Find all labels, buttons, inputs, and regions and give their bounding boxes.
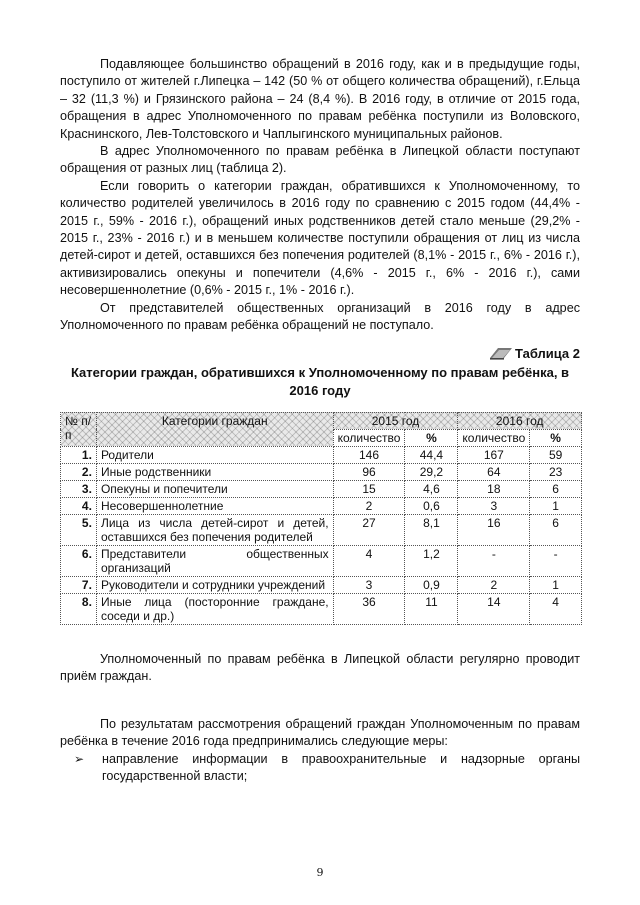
header-2015: 2015 год <box>333 412 458 429</box>
row-pct-2015: 11 <box>405 593 458 624</box>
header-num: № п/п <box>61 412 97 446</box>
row-count-2016: 14 <box>458 593 530 624</box>
row-number: 5. <box>61 514 97 545</box>
row-number: 3. <box>61 480 97 497</box>
table-label-text: Таблица 2 <box>514 345 580 361</box>
row-count-2016: 2 <box>458 576 530 593</box>
row-pct-2015: 4,6 <box>405 480 458 497</box>
row-count-2016: 3 <box>458 497 530 514</box>
row-count-2015: 15 <box>333 480 405 497</box>
row-category: Опекуны и попечители <box>96 480 333 497</box>
row-pct-2016: 1 <box>530 576 582 593</box>
row-pct-2015: 0,9 <box>405 576 458 593</box>
row-number: 2. <box>61 463 97 480</box>
row-count-2016: 16 <box>458 514 530 545</box>
table-caption-text: Категории граждан, обратившихся к Уполномоченному по правам ребёнка, в 2016 году <box>70 364 570 398</box>
row-number: 4. <box>61 497 97 514</box>
paragraph-3: Если говорить о категории граждан, обратившихся к Уполномоченному, то количество родителей увеличилось в 2016 году по сравнению с 2015 годом (44,4% - 2015 г., 59% - 2016 г.), обращений иных родственников детей стало меньше (29,2% - 2015 г., 23% - 2016 г.) и в меньшем количестве поступили обращения от лиц из числа детей-сирот и детей, оставшихся без попечения родителей (8,1% - 2015 г., 6% - 2016 г.), активизировались опекуны и попечители (4,6% - 2015 г., 6% - 2016 г.), сами несовершеннолетние (0,6% - 2015 г., 1% - 2016 г.). <box>60 178 580 298</box>
row-number: 6. <box>61 545 97 576</box>
subheader-count-2016: количество <box>458 429 530 446</box>
row-count-2015: 3 <box>333 576 405 593</box>
table-row <box>61 576 582 593</box>
paragraph-1: Подавляющее большинство обращений в 2016 году, как и в предыдущие годы, поступило от жителей г.Липецка – 142 (50 % от общего количества обращений), г.Ельца – 32 (11,3 %) и Грязинского района – 24 (8,4 %). В 2016 году, в отличие от 2015 года, обращения в адрес Уполномоченного по правам ребёнка поступили из Воловского, Краснинского, Лев-Толстовского и Чаплыгинского муниципальных районов. <box>60 57 580 141</box>
table-caption <box>60 364 580 400</box>
arrow-bullet-icon: ➢ <box>74 751 85 766</box>
paragraph-2: В адрес Уполномоченного по правам ребёнка в Липецкой области поступают обращения от разных лиц (таблица 2). <box>60 144 580 176</box>
row-category: Руководители и сотрудники учреждений <box>96 576 333 593</box>
row-pct-2015: 1,2 <box>405 545 458 576</box>
table-label <box>60 345 580 362</box>
row-count-2015: 27 <box>333 514 405 545</box>
header-2016: 2016 год <box>458 412 582 429</box>
row-number: 1. <box>61 446 97 463</box>
row-count-2015: 96 <box>333 463 405 480</box>
row-category: Иные лица (посторонние граждане, соседи и др.) <box>96 593 333 624</box>
row-pct-2016: 6 <box>530 480 582 497</box>
table-row <box>61 514 582 545</box>
table-row <box>61 497 582 514</box>
row-count-2015: 36 <box>333 593 405 624</box>
row-category: Родители <box>96 446 333 463</box>
bullet-text: направление информации в правоохранительные и надзорные органы государственной власти; <box>102 751 580 783</box>
row-number: 8. <box>61 593 97 624</box>
row-count-2016: - <box>458 545 530 576</box>
row-pct-2016: - <box>530 545 582 576</box>
row-pct-2016: 4 <box>530 593 582 624</box>
table-row <box>61 480 582 497</box>
row-pct-2016: 1 <box>530 497 582 514</box>
row-category: Иные родственники <box>96 463 333 480</box>
row-category: Несовершеннолетние <box>96 497 333 514</box>
row-pct-2015: 0,6 <box>405 497 458 514</box>
table-row <box>61 446 582 463</box>
categories-table <box>60 412 582 625</box>
row-count-2016: 64 <box>458 463 530 480</box>
row-count-2016: 167 <box>458 446 530 463</box>
table-row <box>61 593 582 624</box>
page-number: 9 <box>316 866 324 879</box>
table-icon <box>489 346 513 360</box>
row-count-2015: 2 <box>333 497 405 514</box>
row-pct-2016: 6 <box>530 514 582 545</box>
paragraph-4: От представителей общественных организаций в 2016 году в адрес Уполномоченного по правам ребёнка обращений не поступало. <box>60 300 580 333</box>
paragraph-measures: По результатам рассмотрения обращений граждан Уполномоченным по правам ребёнка в течение 2016 года предпринимались следующие меры: <box>60 716 580 749</box>
table-row <box>61 463 582 480</box>
page-content <box>60 56 580 785</box>
table-row <box>61 545 582 576</box>
subheader-pct-2016: % <box>530 429 582 446</box>
row-count-2015: 4 <box>333 545 405 576</box>
row-pct-2015: 8,1 <box>405 514 458 545</box>
paragraph-reception: Уполномоченный по правам ребёнка в Липецкой области регулярно проводит приём граждан. <box>60 651 580 684</box>
subheader-pct-2015: % <box>405 429 458 446</box>
header-category: Категории граждан <box>96 412 333 446</box>
row-number: 7. <box>61 576 97 593</box>
row-pct-2015: 44,4 <box>405 446 458 463</box>
row-category: Лица из числа детей-сирот и детей, оставшихся без попечения родителей <box>96 514 333 545</box>
bullet-item <box>60 751 580 786</box>
row-pct-2016: 59 <box>530 446 582 463</box>
row-count-2015: 146 <box>333 446 405 463</box>
subheader-count-2015: количество <box>333 429 405 446</box>
row-pct-2015: 29,2 <box>405 463 458 480</box>
row-count-2016: 18 <box>458 480 530 497</box>
row-category: Представители общественных организаций <box>96 545 333 576</box>
row-pct-2016: 23 <box>530 463 582 480</box>
